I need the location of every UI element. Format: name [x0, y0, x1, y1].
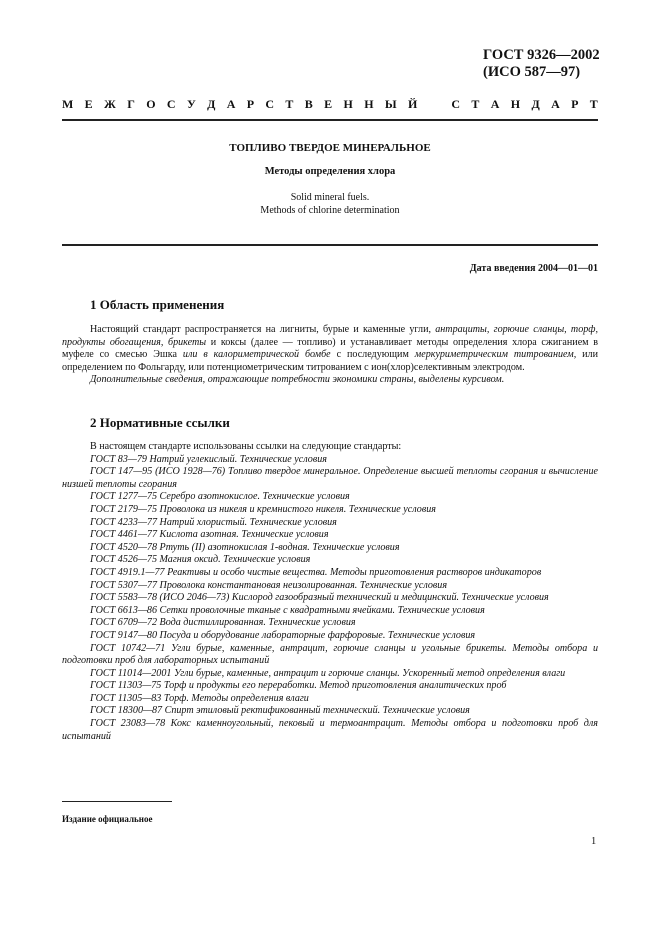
section1-paragraph: Настоящий стандарт распространяется на лигниты, бурые и каменные угли, антрациты, горючие сланцы, торф, продукты обогащения, брикеты и коксы (далее — топливо) и устанавливает методы определения хлора сжиганием в муфеле со смесью Эшка или в калориметрической бомбе с последующим меркуриметрическим титрованием, или определением по Фольгарду, или потенциометрическим титрованием с ион(хлор)селективным электродом.: [62, 324, 598, 373]
english-title: [62, 192, 598, 217]
section2-body: [62, 441, 598, 743]
reference-item: ГОСТ 5583—78 (ИСО 2046—73) Кислород газообразный технический и медицинский. Технические условия: [90, 592, 549, 604]
standard-type-letter: Н: [510, 97, 521, 111]
standard-type-letter: В: [304, 97, 313, 111]
section2-intro: В настоящем стандарте использованы ссылки на следующие стандарты:: [90, 441, 402, 452]
standard-type-letter: Т: [471, 97, 480, 111]
standard-type-letter: А: [551, 97, 560, 111]
page-number: 1: [591, 836, 597, 847]
standard-type-letter: Г: [127, 97, 135, 111]
standard-type-letter: М: [62, 97, 74, 111]
reference-item: ГОСТ 11305—83 Торф. Методы определения влаги: [90, 692, 309, 704]
reference-item: ГОСТ 4233—77 Натрий хлористый. Технические условия: [90, 516, 337, 528]
standard-type-letter: Е: [84, 97, 93, 111]
standard-type-letter: У: [186, 97, 196, 111]
section1-heading: 1 Область применения: [90, 297, 225, 312]
standard-type-letter: С: [265, 97, 275, 111]
reference-item: ГОСТ 6709—72 Вода дистиллированная. Технические условия: [90, 617, 356, 629]
standard-type-letter: С: [166, 97, 176, 111]
reference-item: ГОСТ 10742—71 Угли бурые, каменные, антрацит, горючие сланцы и угольные брикеты. Методы отбора и подготовки проб для лабораторных испытаний: [62, 642, 598, 667]
reference-item: ГОСТ 147—95 (ИСО 1928—76) Топливо твердое минеральное. Определение высшей теплоты сгорания и вычисление низшей теплоты сгорания: [62, 466, 598, 490]
gost-number: ГОСТ 9326—2002: [483, 47, 600, 63]
reference-item: ГОСТ 4520—78 Ртуть (II) азотнокислая 1-водная. Технические условия: [90, 541, 400, 553]
reference-item: ГОСТ 11014—2001 Угли бурые, каменные, антрацит и горючие сланцы. Ускоренный метод определения влаги: [90, 667, 566, 679]
standard-type-letter: Р: [246, 97, 255, 111]
reference-item: ГОСТ 2179—75 Проволока из никеля и кремнистого никеля. Технические условия: [90, 503, 436, 515]
standard-type-letter: Д: [531, 97, 540, 111]
reference-item: ГОСТ 11303—75 Торф и продукты его переработки. Метод приготовления аналитических проб: [90, 680, 507, 692]
date-of-introduction: Дата введения 2004—01—01: [469, 263, 598, 274]
standard-type-letter: Н: [343, 97, 353, 111]
standard-type-letter: Ж: [104, 97, 116, 111]
standard-type-letter: Д: [207, 97, 216, 111]
standard-type-letter: С: [451, 97, 461, 111]
footer-rule: [62, 801, 172, 802]
top-rule: [62, 119, 598, 121]
section1-body: [62, 324, 598, 387]
standard-type-letter: А: [490, 97, 500, 111]
standard-type-letter: Н: [364, 97, 374, 111]
section1-note: Дополнительные сведения, отражающие потребности экономики страны, выделены курсивом.: [90, 374, 505, 386]
reference-item: ГОСТ 83—79 Натрий углекислый. Технические условия: [90, 453, 327, 465]
title-rule: [62, 244, 598, 246]
gost-number-block: [483, 47, 600, 81]
iso-number: (ИСО 587—97): [483, 64, 581, 80]
section2-heading: 2 Нормативные ссылки: [90, 415, 230, 430]
standard-type-letter: Е: [324, 97, 333, 111]
reference-item: ГОСТ 4526—75 Магния оксид. Технические условия: [90, 554, 311, 566]
standard-type-letter: Т: [589, 97, 598, 111]
standard-type-letter: А: [226, 97, 236, 111]
standard-type-letter: О: [146, 97, 156, 111]
reference-list: [62, 454, 598, 744]
standard-type-letter: Р: [571, 97, 579, 111]
document-title: ТОПЛИВО ТВЕРДОЕ МИНЕРАЛЬНОЕ: [229, 142, 431, 154]
reference-item: ГОСТ 18300—87 Спирт этиловый ректификованный технический. Технические условия: [90, 705, 470, 717]
reference-item: ГОСТ 9147—80 Посуда и оборудование лабораторные фарфоровые. Технические условия: [90, 629, 476, 641]
reference-item: ГОСТ 6613—86 Сетки проволочные тканые с квадратными ячейками. Технические условия: [90, 604, 485, 616]
reference-item: ГОСТ 4461—77 Кислота азотная. Технические условия: [90, 529, 329, 541]
official-edition-label: Издание официальное: [62, 814, 153, 824]
standard-type-letter: Й: [408, 97, 418, 111]
english-title-line2: Methods of chlorine determination: [260, 204, 400, 216]
english-title-line1: Solid mineral fuels.: [290, 192, 370, 203]
standard-type-letter: Ы: [384, 97, 397, 111]
reference-item: ГОСТ 5307—77 Проволока константановая неизолированная. Технические условия: [90, 579, 448, 591]
standard-type-letter: Т: [285, 97, 294, 111]
document-subtitle: Методы определения хлора: [264, 166, 396, 177]
reference-item: ГОСТ 23083—78 Кокс каменноугольный, пековый и термоантрацит. Методы отбора и подготовки проб для испытаний: [62, 718, 598, 742]
standard-type-heading: [62, 97, 598, 112]
reference-item: ГОСТ 1277—75 Серебро азотнокислое. Технические условия: [90, 491, 350, 503]
reference-item: ГОСТ 4919.1—77 Реактивы и особо чистые вещества. Методы приготовления растворов индикаторов: [90, 566, 542, 578]
